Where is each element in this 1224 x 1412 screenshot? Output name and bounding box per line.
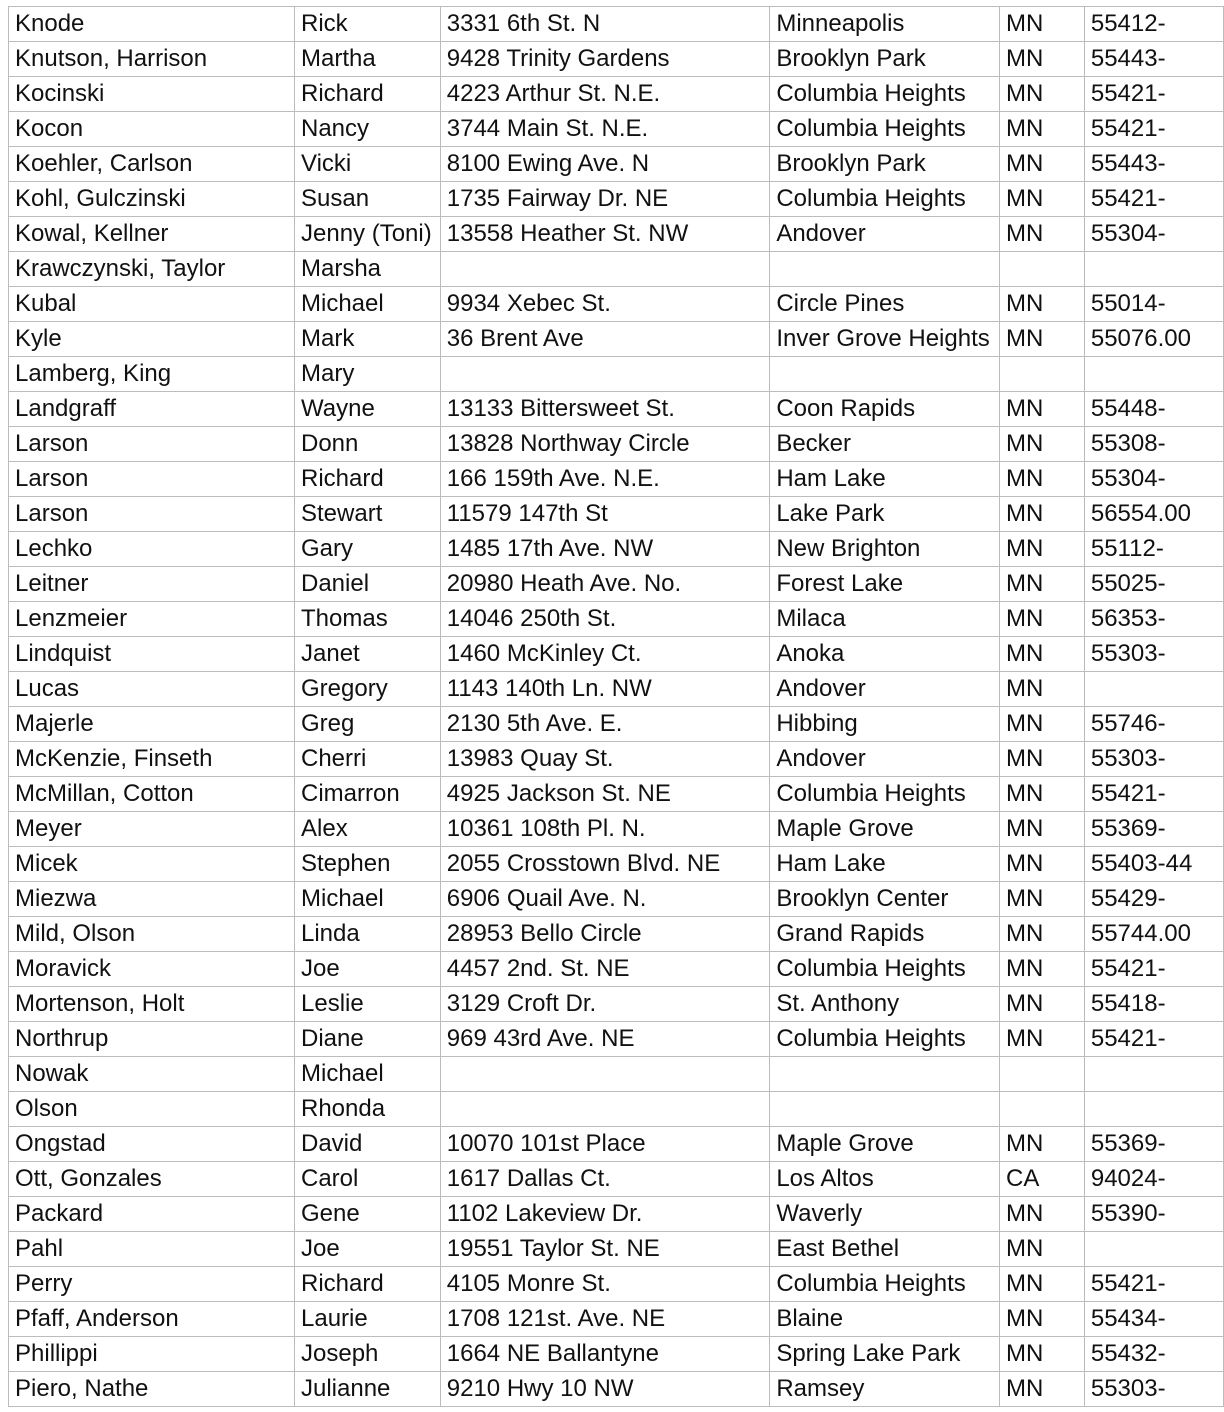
table-body bbox=[9, 7, 1224, 1407]
table-row bbox=[9, 1022, 1224, 1057]
address-cell[interactable]: 20980 Heath Ave. No. bbox=[440, 567, 770, 602]
address-cell[interactable]: 1617 Dallas Ct. bbox=[440, 1162, 770, 1197]
first-name-cell[interactable]: Marsha bbox=[295, 252, 441, 287]
table-row bbox=[9, 1162, 1224, 1197]
table-row bbox=[9, 847, 1224, 882]
first-name-cell[interactable]: Jenny (Toni) bbox=[295, 217, 441, 252]
zip-cell[interactable]: 55421- bbox=[1084, 77, 1223, 112]
state-cell[interactable]: MN bbox=[1000, 287, 1085, 322]
first-name-cell[interactable]: Richard bbox=[295, 462, 441, 497]
state-cell[interactable]: MN bbox=[1000, 182, 1085, 217]
city-cell[interactable]: Columbia Heights bbox=[770, 77, 1000, 112]
first-name-cell[interactable]: Mark bbox=[295, 322, 441, 357]
address-cell[interactable] bbox=[440, 1057, 770, 1092]
last-name-cell[interactable]: Leitner bbox=[9, 567, 295, 602]
first-name-cell[interactable]: Cimarron bbox=[295, 777, 441, 812]
city-cell[interactable]: New Brighton bbox=[770, 532, 1000, 567]
table-row bbox=[9, 952, 1224, 987]
state-cell[interactable]: MN bbox=[1000, 1372, 1085, 1407]
first-name-cell[interactable]: Martha bbox=[295, 42, 441, 77]
table-row bbox=[9, 1092, 1224, 1127]
last-name-cell[interactable]: Micek bbox=[9, 847, 295, 882]
zip-cell[interactable]: 55076.00 bbox=[1084, 322, 1223, 357]
table-row bbox=[9, 567, 1224, 602]
address-cell[interactable]: 13133 Bittersweet St. bbox=[440, 392, 770, 427]
address-cell[interactable]: 28953 Bello Circle bbox=[440, 917, 770, 952]
last-name-cell[interactable]: Lechko bbox=[9, 532, 295, 567]
city-cell[interactable] bbox=[770, 1057, 1000, 1092]
first-name-cell[interactable]: Susan bbox=[295, 182, 441, 217]
first-name-cell[interactable]: Rick bbox=[295, 7, 441, 42]
table-row bbox=[9, 1302, 1224, 1337]
zip-cell[interactable] bbox=[1084, 252, 1223, 287]
city-cell[interactable]: Columbia Heights bbox=[770, 952, 1000, 987]
last-name-cell[interactable]: Lindquist bbox=[9, 637, 295, 672]
state-cell[interactable]: MN bbox=[1000, 707, 1085, 742]
address-cell[interactable]: 4457 2nd. St. NE bbox=[440, 952, 770, 987]
state-cell[interactable] bbox=[1000, 252, 1085, 287]
last-name-cell[interactable]: Larson bbox=[9, 497, 295, 532]
state-cell[interactable]: MN bbox=[1000, 1337, 1085, 1372]
table-row bbox=[9, 1232, 1224, 1267]
last-name-cell[interactable]: Moravick bbox=[9, 952, 295, 987]
state-cell[interactable]: MN bbox=[1000, 742, 1085, 777]
address-cell[interactable]: 4105 Monre St. bbox=[440, 1267, 770, 1302]
first-name-cell[interactable]: Laurie bbox=[295, 1302, 441, 1337]
first-name-cell[interactable]: Joseph bbox=[295, 1337, 441, 1372]
state-cell[interactable]: MN bbox=[1000, 1197, 1085, 1232]
zip-cell[interactable]: 55429- bbox=[1084, 882, 1223, 917]
first-name-cell[interactable]: Mary bbox=[295, 357, 441, 392]
first-name-cell[interactable]: Linda bbox=[295, 917, 441, 952]
last-name-cell[interactable]: Kocinski bbox=[9, 77, 295, 112]
address-cell[interactable]: 10361 108th Pl. N. bbox=[440, 812, 770, 847]
last-name-cell[interactable]: Krawczynski, Taylor bbox=[9, 252, 295, 287]
table-row bbox=[9, 1337, 1224, 1372]
zip-cell[interactable]: 55443- bbox=[1084, 147, 1223, 182]
last-name-cell[interactable]: Pfaff, Anderson bbox=[9, 1302, 295, 1337]
table-row bbox=[9, 42, 1224, 77]
city-cell[interactable]: Brooklyn Park bbox=[770, 42, 1000, 77]
address-cell[interactable]: 1664 NE Ballantyne bbox=[440, 1337, 770, 1372]
last-name-cell[interactable]: Kowal, Kellner bbox=[9, 217, 295, 252]
city-cell[interactable]: East Bethel bbox=[770, 1232, 1000, 1267]
table-row bbox=[9, 672, 1224, 707]
first-name-cell[interactable]: Michael bbox=[295, 287, 441, 322]
state-cell[interactable] bbox=[1000, 357, 1085, 392]
state-cell[interactable]: MN bbox=[1000, 7, 1085, 42]
table-row bbox=[9, 532, 1224, 567]
last-name-cell[interactable]: Kyle bbox=[9, 322, 295, 357]
table-row bbox=[9, 77, 1224, 112]
city-cell[interactable]: Spring Lake Park bbox=[770, 1337, 1000, 1372]
city-cell[interactable]: Brooklyn Center bbox=[770, 882, 1000, 917]
state-cell[interactable]: MN bbox=[1000, 112, 1085, 147]
last-name-cell[interactable]: Meyer bbox=[9, 812, 295, 847]
city-cell[interactable]: Maple Grove bbox=[770, 1127, 1000, 1162]
zip-cell[interactable]: 55014- bbox=[1084, 287, 1223, 322]
zip-cell[interactable]: 55025- bbox=[1084, 567, 1223, 602]
city-cell[interactable]: St. Anthony bbox=[770, 987, 1000, 1022]
city-cell[interactable]: Columbia Heights bbox=[770, 1022, 1000, 1057]
state-cell[interactable]: MN bbox=[1000, 917, 1085, 952]
state-cell[interactable]: MN bbox=[1000, 42, 1085, 77]
state-cell[interactable] bbox=[1000, 1057, 1085, 1092]
table-row bbox=[9, 287, 1224, 322]
table-row bbox=[9, 252, 1224, 287]
address-cell[interactable]: 166 159th Ave. N.E. bbox=[440, 462, 770, 497]
table-row bbox=[9, 1197, 1224, 1232]
first-name-cell[interactable]: Julianne bbox=[295, 1372, 441, 1407]
last-name-cell[interactable]: Lenzmeier bbox=[9, 602, 295, 637]
last-name-cell[interactable]: Larson bbox=[9, 462, 295, 497]
first-name-cell[interactable]: Richard bbox=[295, 1267, 441, 1302]
address-cell[interactable]: 19551 Taylor St. NE bbox=[440, 1232, 770, 1267]
address-cell[interactable]: 8100 Ewing Ave. N bbox=[440, 147, 770, 182]
table-row bbox=[9, 182, 1224, 217]
zip-cell[interactable]: 55746- bbox=[1084, 707, 1223, 742]
last-name-cell[interactable]: Miezwa bbox=[9, 882, 295, 917]
city-cell[interactable]: Ham Lake bbox=[770, 462, 1000, 497]
state-cell[interactable]: CA bbox=[1000, 1162, 1085, 1197]
table-row bbox=[9, 637, 1224, 672]
state-cell[interactable]: MN bbox=[1000, 497, 1085, 532]
zip-cell[interactable] bbox=[1084, 1232, 1223, 1267]
table-row bbox=[9, 7, 1224, 42]
state-cell[interactable]: MN bbox=[1000, 77, 1085, 112]
state-cell[interactable]: MN bbox=[1000, 1127, 1085, 1162]
zip-cell[interactable] bbox=[1084, 1057, 1223, 1092]
address-cell[interactable]: 4223 Arthur St. N.E. bbox=[440, 77, 770, 112]
zip-cell[interactable]: 55421- bbox=[1084, 952, 1223, 987]
zip-cell[interactable]: 55369- bbox=[1084, 1127, 1223, 1162]
first-name-cell[interactable]: Daniel bbox=[295, 567, 441, 602]
first-name-cell[interactable]: Richard bbox=[295, 77, 441, 112]
first-name-cell[interactable]: Joe bbox=[295, 1232, 441, 1267]
first-name-cell[interactable]: Carol bbox=[295, 1162, 441, 1197]
first-name-cell[interactable]: Wayne bbox=[295, 392, 441, 427]
table-row bbox=[9, 1127, 1224, 1162]
address-cell[interactable]: 3331 6th St. N bbox=[440, 7, 770, 42]
state-cell[interactable]: MN bbox=[1000, 637, 1085, 672]
city-cell[interactable]: Columbia Heights bbox=[770, 1267, 1000, 1302]
state-cell[interactable]: MN bbox=[1000, 812, 1085, 847]
zip-cell[interactable]: 55421- bbox=[1084, 1022, 1223, 1057]
state-cell[interactable]: MN bbox=[1000, 427, 1085, 462]
city-cell[interactable]: Anoka bbox=[770, 637, 1000, 672]
last-name-cell[interactable]: McMillan, Cotton bbox=[9, 777, 295, 812]
first-name-cell[interactable]: Alex bbox=[295, 812, 441, 847]
table-row bbox=[9, 112, 1224, 147]
last-name-cell[interactable]: McKenzie, Finseth bbox=[9, 742, 295, 777]
last-name-cell[interactable]: Knutson, Harrison bbox=[9, 42, 295, 77]
zip-cell[interactable]: 56554.00 bbox=[1084, 497, 1223, 532]
first-name-cell[interactable]: Janet bbox=[295, 637, 441, 672]
table-row bbox=[9, 357, 1224, 392]
first-name-cell[interactable]: Gary bbox=[295, 532, 441, 567]
table-row bbox=[9, 392, 1224, 427]
city-cell[interactable]: Columbia Heights bbox=[770, 777, 1000, 812]
address-cell[interactable]: 1735 Fairway Dr. NE bbox=[440, 182, 770, 217]
table-row bbox=[9, 917, 1224, 952]
city-cell[interactable]: Forest Lake bbox=[770, 567, 1000, 602]
last-name-cell[interactable]: Kubal bbox=[9, 287, 295, 322]
last-name-cell[interactable]: Phillippi bbox=[9, 1337, 295, 1372]
first-name-cell[interactable]: Stewart bbox=[295, 497, 441, 532]
last-name-cell[interactable]: Landgraff bbox=[9, 392, 295, 427]
last-name-cell[interactable]: Koehler, Carlson bbox=[9, 147, 295, 182]
first-name-cell[interactable]: Diane bbox=[295, 1022, 441, 1057]
table-row bbox=[9, 777, 1224, 812]
zip-cell[interactable]: 55304- bbox=[1084, 217, 1223, 252]
zip-cell[interactable] bbox=[1084, 672, 1223, 707]
state-cell[interactable]: MN bbox=[1000, 602, 1085, 637]
table-row bbox=[9, 1267, 1224, 1302]
last-name-cell[interactable]: Perry bbox=[9, 1267, 295, 1302]
first-name-cell[interactable]: Michael bbox=[295, 1057, 441, 1092]
city-cell[interactable]: Milaca bbox=[770, 602, 1000, 637]
last-name-cell[interactable]: Packard bbox=[9, 1197, 295, 1232]
zip-cell[interactable]: 55369- bbox=[1084, 812, 1223, 847]
first-name-cell[interactable]: Thomas bbox=[295, 602, 441, 637]
last-name-cell[interactable]: Northrup bbox=[9, 1022, 295, 1057]
state-cell[interactable]: MN bbox=[1000, 322, 1085, 357]
address-cell[interactable]: 13828 Northway Circle bbox=[440, 427, 770, 462]
address-cell[interactable]: 2055 Crosstown Blvd. NE bbox=[440, 847, 770, 882]
member-address-table bbox=[8, 6, 1224, 1407]
address-cell[interactable] bbox=[440, 1092, 770, 1127]
first-name-cell[interactable]: Gene bbox=[295, 1197, 441, 1232]
city-cell[interactable]: Ramsey bbox=[770, 1372, 1000, 1407]
address-cell[interactable] bbox=[440, 252, 770, 287]
city-cell[interactable]: Blaine bbox=[770, 1302, 1000, 1337]
table-row bbox=[9, 217, 1224, 252]
state-cell[interactable]: MN bbox=[1000, 1232, 1085, 1267]
state-cell[interactable]: MN bbox=[1000, 147, 1085, 182]
zip-cell[interactable]: 55443- bbox=[1084, 42, 1223, 77]
city-cell[interactable]: Columbia Heights bbox=[770, 112, 1000, 147]
zip-cell[interactable]: 55421- bbox=[1084, 777, 1223, 812]
zip-cell[interactable]: 55421- bbox=[1084, 112, 1223, 147]
state-cell[interactable] bbox=[1000, 1092, 1085, 1127]
city-cell[interactable]: Grand Rapids bbox=[770, 917, 1000, 952]
zip-cell[interactable]: 55421- bbox=[1084, 182, 1223, 217]
zip-cell[interactable]: 55418- bbox=[1084, 987, 1223, 1022]
address-cell[interactable]: 10070 101st Place bbox=[440, 1127, 770, 1162]
last-name-cell[interactable]: Larson bbox=[9, 427, 295, 462]
last-name-cell[interactable]: Mortenson, Holt bbox=[9, 987, 295, 1022]
last-name-cell[interactable]: Kohl, Gulczinski bbox=[9, 182, 295, 217]
zip-cell[interactable]: 55434- bbox=[1084, 1302, 1223, 1337]
last-name-cell[interactable]: Ongstad bbox=[9, 1127, 295, 1162]
last-name-cell[interactable]: Piero, Nathe bbox=[9, 1372, 295, 1407]
state-cell[interactable]: MN bbox=[1000, 777, 1085, 812]
table-row bbox=[9, 882, 1224, 917]
table-row bbox=[9, 1057, 1224, 1092]
table-row bbox=[9, 602, 1224, 637]
state-cell[interactable]: MN bbox=[1000, 1302, 1085, 1337]
state-cell[interactable]: MN bbox=[1000, 392, 1085, 427]
first-name-cell[interactable]: Gregory bbox=[295, 672, 441, 707]
state-cell[interactable]: MN bbox=[1000, 1267, 1085, 1302]
city-cell[interactable]: Andover bbox=[770, 742, 1000, 777]
zip-cell[interactable]: 55432- bbox=[1084, 1337, 1223, 1372]
city-cell[interactable]: Becker bbox=[770, 427, 1000, 462]
city-cell[interactable]: Andover bbox=[770, 672, 1000, 707]
state-cell[interactable]: MN bbox=[1000, 1022, 1085, 1057]
address-cell[interactable]: 3129 Croft Dr. bbox=[440, 987, 770, 1022]
zip-cell[interactable]: 55112- bbox=[1084, 532, 1223, 567]
table-row bbox=[9, 147, 1224, 182]
city-cell[interactable]: Ham Lake bbox=[770, 847, 1000, 882]
state-cell[interactable]: MN bbox=[1000, 987, 1085, 1022]
zip-cell[interactable]: 55303- bbox=[1084, 1372, 1223, 1407]
address-cell[interactable]: 1143 140th Ln. NW bbox=[440, 672, 770, 707]
first-name-cell[interactable]: Greg bbox=[295, 707, 441, 742]
city-cell[interactable]: Maple Grove bbox=[770, 812, 1000, 847]
last-name-cell[interactable]: Olson bbox=[9, 1092, 295, 1127]
table-row bbox=[9, 812, 1224, 847]
address-cell[interactable]: 13983 Quay St. bbox=[440, 742, 770, 777]
last-name-cell[interactable]: Mild, Olson bbox=[9, 917, 295, 952]
zip-cell[interactable]: 55390- bbox=[1084, 1197, 1223, 1232]
address-cell[interactable]: 6906 Quail Ave. N. bbox=[440, 882, 770, 917]
zip-cell[interactable]: 55744.00 bbox=[1084, 917, 1223, 952]
city-cell[interactable] bbox=[770, 357, 1000, 392]
state-cell[interactable]: MN bbox=[1000, 567, 1085, 602]
city-cell[interactable]: Minneapolis bbox=[770, 7, 1000, 42]
first-name-cell[interactable]: Cherri bbox=[295, 742, 441, 777]
zip-cell[interactable] bbox=[1084, 357, 1223, 392]
table-row bbox=[9, 987, 1224, 1022]
last-name-cell[interactable]: Nowak bbox=[9, 1057, 295, 1092]
address-cell[interactable]: 9210 Hwy 10 NW bbox=[440, 1372, 770, 1407]
state-cell[interactable]: MN bbox=[1000, 952, 1085, 987]
first-name-cell[interactable]: Donn bbox=[295, 427, 441, 462]
city-cell[interactable]: Waverly bbox=[770, 1197, 1000, 1232]
last-name-cell[interactable]: Pahl bbox=[9, 1232, 295, 1267]
first-name-cell[interactable]: Joe bbox=[295, 952, 441, 987]
table-row bbox=[9, 497, 1224, 532]
address-cell[interactable] bbox=[440, 357, 770, 392]
address-cell[interactable]: 36 Brent Ave bbox=[440, 322, 770, 357]
zip-cell[interactable]: 55308- bbox=[1084, 427, 1223, 462]
first-name-cell[interactable]: David bbox=[295, 1127, 441, 1162]
city-cell[interactable]: Inver Grove Heights bbox=[770, 322, 1000, 357]
state-cell[interactable]: MN bbox=[1000, 847, 1085, 882]
city-cell[interactable]: Columbia Heights bbox=[770, 182, 1000, 217]
address-cell[interactable]: 969 43rd Ave. NE bbox=[440, 1022, 770, 1057]
address-cell[interactable]: 14046 250th St. bbox=[440, 602, 770, 637]
address-cell[interactable]: 1102 Lakeview Dr. bbox=[440, 1197, 770, 1232]
zip-cell[interactable] bbox=[1084, 1092, 1223, 1127]
zip-cell[interactable]: 55448- bbox=[1084, 392, 1223, 427]
state-cell[interactable]: MN bbox=[1000, 217, 1085, 252]
first-name-cell[interactable]: Nancy bbox=[295, 112, 441, 147]
table-row bbox=[9, 707, 1224, 742]
address-cell[interactable]: 1485 17th Ave. NW bbox=[440, 532, 770, 567]
city-cell[interactable]: Coon Rapids bbox=[770, 392, 1000, 427]
address-cell[interactable]: 9428 Trinity Gardens bbox=[440, 42, 770, 77]
city-cell[interactable]: Brooklyn Park bbox=[770, 147, 1000, 182]
last-name-cell[interactable]: Knode bbox=[9, 7, 295, 42]
zip-cell[interactable]: 55421- bbox=[1084, 1267, 1223, 1302]
table-row bbox=[9, 462, 1224, 497]
city-cell[interactable] bbox=[770, 1092, 1000, 1127]
table-row bbox=[9, 1372, 1224, 1407]
zip-cell[interactable]: 55303- bbox=[1084, 637, 1223, 672]
state-cell[interactable]: MN bbox=[1000, 672, 1085, 707]
zip-cell[interactable]: 55304- bbox=[1084, 462, 1223, 497]
first-name-cell[interactable]: Michael bbox=[295, 882, 441, 917]
first-name-cell[interactable]: Rhonda bbox=[295, 1092, 441, 1127]
city-cell[interactable]: Circle Pines bbox=[770, 287, 1000, 322]
last-name-cell[interactable]: Lamberg, King bbox=[9, 357, 295, 392]
last-name-cell[interactable]: Kocon bbox=[9, 112, 295, 147]
city-cell[interactable]: Andover bbox=[770, 217, 1000, 252]
state-cell[interactable]: MN bbox=[1000, 532, 1085, 567]
address-cell[interactable]: 1708 121st. Ave. NE bbox=[440, 1302, 770, 1337]
address-cell[interactable]: 9934 Xebec St. bbox=[440, 287, 770, 322]
state-cell[interactable]: MN bbox=[1000, 882, 1085, 917]
first-name-cell[interactable]: Vicki bbox=[295, 147, 441, 182]
city-cell[interactable]: Los Altos bbox=[770, 1162, 1000, 1197]
city-cell[interactable] bbox=[770, 252, 1000, 287]
table-row bbox=[9, 322, 1224, 357]
last-name-cell[interactable]: Ott, Gonzales bbox=[9, 1162, 295, 1197]
first-name-cell[interactable]: Stephen bbox=[295, 847, 441, 882]
zip-cell[interactable]: 55412- bbox=[1084, 7, 1223, 42]
table-row bbox=[9, 427, 1224, 462]
address-cell[interactable]: 11579 147th St bbox=[440, 497, 770, 532]
zip-cell[interactable]: 55303- bbox=[1084, 742, 1223, 777]
last-name-cell[interactable]: Lucas bbox=[9, 672, 295, 707]
address-cell[interactable]: 3744 Main St. N.E. bbox=[440, 112, 770, 147]
address-cell[interactable]: 1460 McKinley Ct. bbox=[440, 637, 770, 672]
zip-cell[interactable]: 55403-44 bbox=[1084, 847, 1223, 882]
table-row bbox=[9, 742, 1224, 777]
address-cell[interactable]: 2130 5th Ave. E. bbox=[440, 707, 770, 742]
last-name-cell[interactable]: Majerle bbox=[9, 707, 295, 742]
first-name-cell[interactable]: Leslie bbox=[295, 987, 441, 1022]
zip-cell[interactable]: 94024- bbox=[1084, 1162, 1223, 1197]
state-cell[interactable]: MN bbox=[1000, 462, 1085, 497]
address-cell[interactable]: 13558 Heather St. NW bbox=[440, 217, 770, 252]
address-cell[interactable]: 4925 Jackson St. NE bbox=[440, 777, 770, 812]
zip-cell[interactable]: 56353- bbox=[1084, 602, 1223, 637]
city-cell[interactable]: Hibbing bbox=[770, 707, 1000, 742]
city-cell[interactable]: Lake Park bbox=[770, 497, 1000, 532]
